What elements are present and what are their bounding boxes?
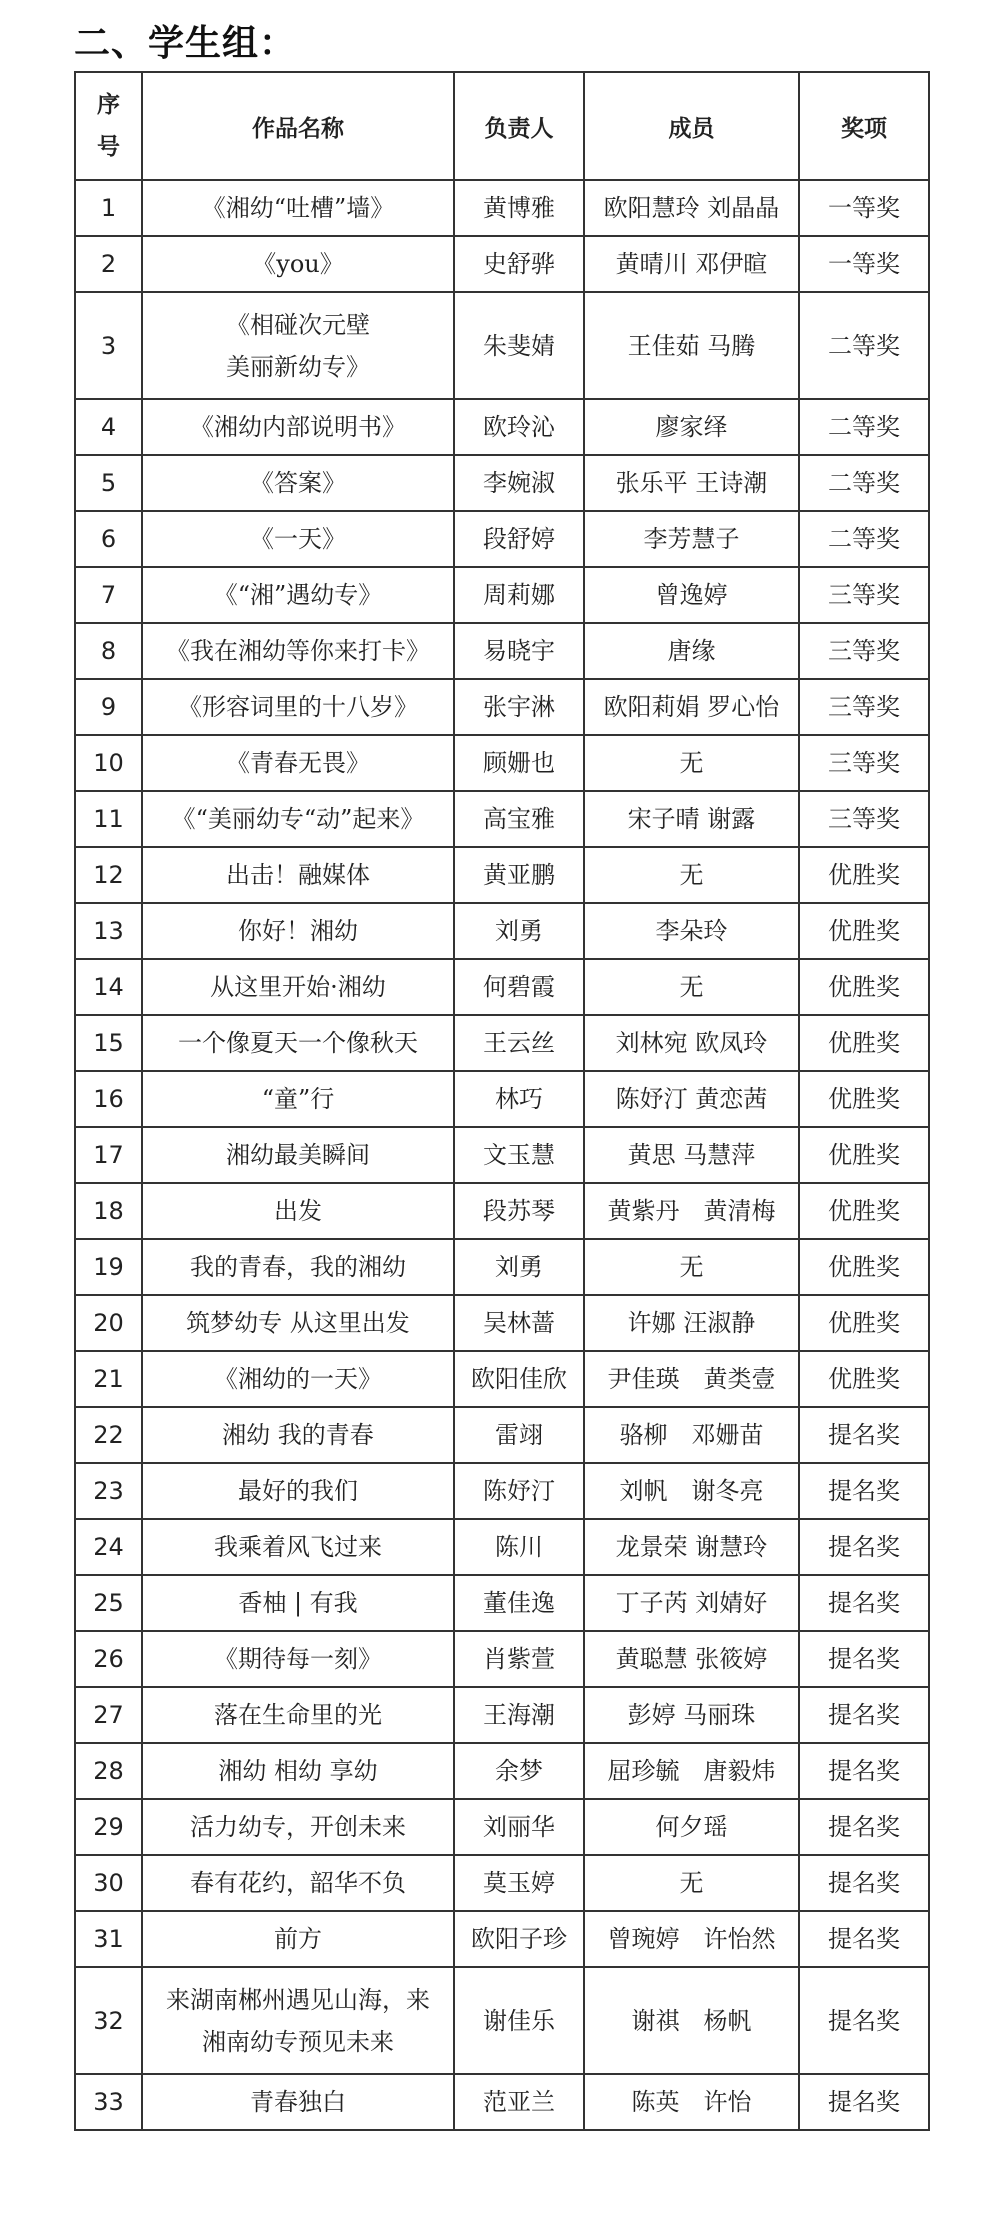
cell-seq: 4 bbox=[75, 399, 142, 455]
cell-lead: 周莉娜 bbox=[454, 567, 584, 623]
cell-members: 廖家绎 bbox=[584, 399, 799, 455]
cell-award: 三等奖 bbox=[799, 623, 929, 679]
cell-title-line1: 来湖南郴州遇见山海，来 bbox=[166, 1985, 430, 2014]
cell-award: 优胜奖 bbox=[799, 1351, 929, 1407]
cell-seq: 8 bbox=[75, 623, 142, 679]
cell-award: 二等奖 bbox=[799, 399, 929, 455]
cell-title: 落在生命里的光 bbox=[142, 1687, 454, 1743]
cell-members: 欧阳莉娟 罗心怡 bbox=[584, 679, 799, 735]
cell-members: 丁子芮 刘婧好 bbox=[584, 1575, 799, 1631]
cell-title: 前方 bbox=[142, 1911, 454, 1967]
cell-lead: 刘勇 bbox=[454, 1239, 584, 1295]
cell-seq: 23 bbox=[75, 1463, 142, 1519]
cell-seq: 31 bbox=[75, 1911, 142, 1967]
cell-seq: 7 bbox=[75, 567, 142, 623]
cell-seq: 9 bbox=[75, 679, 142, 735]
table-row bbox=[75, 1407, 929, 1463]
cell-award: 一等奖 bbox=[799, 180, 929, 236]
header-title: 作品名称 bbox=[142, 72, 454, 180]
cell-lead: 谢佳乐 bbox=[454, 1967, 584, 2074]
table-row bbox=[75, 1295, 929, 1351]
cell-award: 优胜奖 bbox=[799, 1127, 929, 1183]
cell-title: 从这里开始·湘幼 bbox=[142, 959, 454, 1015]
table-row bbox=[75, 399, 929, 455]
cell-award: 提名奖 bbox=[799, 1855, 929, 1911]
table-row bbox=[75, 903, 929, 959]
cell-award: 提名奖 bbox=[799, 1911, 929, 1967]
cell-title: 《答案》 bbox=[142, 455, 454, 511]
header-lead: 负责人 bbox=[454, 72, 584, 180]
cell-lead: 史舒骅 bbox=[454, 236, 584, 292]
cell-lead: 段舒婷 bbox=[454, 511, 584, 567]
header-seq bbox=[75, 72, 142, 180]
cell-title-line2: 湘南幼专预见未来 bbox=[202, 2027, 394, 2056]
cell-award: 提名奖 bbox=[799, 1743, 929, 1799]
cell-lead: 肖紫萱 bbox=[454, 1631, 584, 1687]
cell-lead: 余梦 bbox=[454, 1743, 584, 1799]
cell-members: 王佳茹 马腾 bbox=[584, 292, 799, 399]
cell-lead: 王海潮 bbox=[454, 1687, 584, 1743]
cell-title: 出击！融媒体 bbox=[142, 847, 454, 903]
cell-members: 彭婷 马丽珠 bbox=[584, 1687, 799, 1743]
cell-members: 无 bbox=[584, 847, 799, 903]
header-award: 奖项 bbox=[799, 72, 929, 180]
cell-lead: 莫玉婷 bbox=[454, 1855, 584, 1911]
cell-title: 我的青春，我的湘幼 bbox=[142, 1239, 454, 1295]
cell-members: 龙景荣 谢慧玲 bbox=[584, 1519, 799, 1575]
table-row bbox=[75, 1519, 929, 1575]
cell-award: 优胜奖 bbox=[799, 1183, 929, 1239]
cell-lead: 欧阳子珍 bbox=[454, 1911, 584, 1967]
table-row bbox=[75, 735, 929, 791]
cell-members: 陈妤汀 黄恋茜 bbox=[584, 1071, 799, 1127]
cell-title: 一个像夏天一个像秋天 bbox=[142, 1015, 454, 1071]
table-row bbox=[75, 847, 929, 903]
cell-award: 提名奖 bbox=[799, 1519, 929, 1575]
cell-lead: 刘勇 bbox=[454, 903, 584, 959]
cell-title: 活力幼专，开创未来 bbox=[142, 1799, 454, 1855]
cell-title: 湘幼 相幼 享幼 bbox=[142, 1743, 454, 1799]
cell-title bbox=[142, 292, 454, 399]
cell-title bbox=[142, 1967, 454, 2074]
cell-lead: 陈川 bbox=[454, 1519, 584, 1575]
table-row bbox=[75, 679, 929, 735]
cell-award: 提名奖 bbox=[799, 1799, 929, 1855]
table-row bbox=[75, 1015, 929, 1071]
header-members: 成员 bbox=[584, 72, 799, 180]
cell-members: 尹佳瑛 黄类壹 bbox=[584, 1351, 799, 1407]
cell-title: 《湘幼“吐槽”墙》 bbox=[142, 180, 454, 236]
cell-award: 提名奖 bbox=[799, 1463, 929, 1519]
cell-seq: 29 bbox=[75, 1799, 142, 1855]
cell-seq: 24 bbox=[75, 1519, 142, 1575]
table-row bbox=[75, 1855, 929, 1911]
table-row bbox=[75, 1071, 929, 1127]
cell-seq: 19 bbox=[75, 1239, 142, 1295]
cell-award: 优胜奖 bbox=[799, 1071, 929, 1127]
cell-members: 无 bbox=[584, 1239, 799, 1295]
cell-lead: 吴林蔷 bbox=[454, 1295, 584, 1351]
cell-title: 《湘幼内部说明书》 bbox=[142, 399, 454, 455]
table-row bbox=[75, 1743, 929, 1799]
table-body bbox=[75, 180, 929, 2130]
cell-lead: 张宇淋 bbox=[454, 679, 584, 735]
cell-title: “童”行 bbox=[142, 1071, 454, 1127]
cell-award: 优胜奖 bbox=[799, 903, 929, 959]
cell-title: 《青春无畏》 bbox=[142, 735, 454, 791]
cell-members: 刘林宛 欧凤玲 bbox=[584, 1015, 799, 1071]
cell-award: 提名奖 bbox=[799, 1967, 929, 2074]
cell-members: 许娜 汪淑静 bbox=[584, 1295, 799, 1351]
table-row bbox=[75, 1463, 929, 1519]
cell-title-line2: 美丽新幼专》 bbox=[226, 352, 370, 381]
cell-seq: 20 bbox=[75, 1295, 142, 1351]
cell-members: 骆柳 邓姗苗 bbox=[584, 1407, 799, 1463]
cell-seq: 16 bbox=[75, 1071, 142, 1127]
table-row bbox=[75, 1239, 929, 1295]
cell-title: 湘幼 我的青春 bbox=[142, 1407, 454, 1463]
cell-award: 优胜奖 bbox=[799, 959, 929, 1015]
cell-members: 欧阳慧玲 刘晶晶 bbox=[584, 180, 799, 236]
cell-lead: 顾姗也 bbox=[454, 735, 584, 791]
cell-seq: 2 bbox=[75, 236, 142, 292]
cell-seq: 12 bbox=[75, 847, 142, 903]
cell-award: 提名奖 bbox=[799, 1687, 929, 1743]
cell-lead: 王云丝 bbox=[454, 1015, 584, 1071]
cell-members: 李芳慧子 bbox=[584, 511, 799, 567]
table-row bbox=[75, 1911, 929, 1967]
cell-seq: 11 bbox=[75, 791, 142, 847]
table-row bbox=[75, 1967, 929, 2074]
cell-award: 提名奖 bbox=[799, 2074, 929, 2130]
table-row bbox=[75, 236, 929, 292]
table-row bbox=[75, 511, 929, 567]
table-row bbox=[75, 1183, 929, 1239]
cell-seq: 3 bbox=[75, 292, 142, 399]
cell-award: 三等奖 bbox=[799, 735, 929, 791]
cell-award: 优胜奖 bbox=[799, 1015, 929, 1071]
table-row bbox=[75, 2074, 929, 2130]
cell-lead: 黄亚鹏 bbox=[454, 847, 584, 903]
table-row bbox=[75, 567, 929, 623]
cell-award: 二等奖 bbox=[799, 455, 929, 511]
cell-members: 黄思 马慧萍 bbox=[584, 1127, 799, 1183]
cell-members: 李朵玲 bbox=[584, 903, 799, 959]
cell-seq: 5 bbox=[75, 455, 142, 511]
cell-members: 曾逸婷 bbox=[584, 567, 799, 623]
cell-award: 提名奖 bbox=[799, 1631, 929, 1687]
cell-seq: 32 bbox=[75, 1967, 142, 2074]
table-row bbox=[75, 1575, 929, 1631]
cell-members: 张乐平 王诗潮 bbox=[584, 455, 799, 511]
cell-title: 《“美丽幼专“动”起来》 bbox=[142, 791, 454, 847]
cell-lead: 刘丽华 bbox=[454, 1799, 584, 1855]
cell-seq: 30 bbox=[75, 1855, 142, 1911]
cell-members: 无 bbox=[584, 959, 799, 1015]
cell-seq: 10 bbox=[75, 735, 142, 791]
cell-seq: 26 bbox=[75, 1631, 142, 1687]
cell-title: 《期待每一刻》 bbox=[142, 1631, 454, 1687]
cell-members: 无 bbox=[584, 735, 799, 791]
cell-seq: 6 bbox=[75, 511, 142, 567]
cell-title: 你好！湘幼 bbox=[142, 903, 454, 959]
cell-title: 青春独白 bbox=[142, 2074, 454, 2130]
cell-award: 二等奖 bbox=[799, 292, 929, 399]
cell-members: 曾琬婷 许怡然 bbox=[584, 1911, 799, 1967]
cell-lead: 朱斐婧 bbox=[454, 292, 584, 399]
table-row bbox=[75, 1631, 929, 1687]
cell-award: 提名奖 bbox=[799, 1407, 929, 1463]
cell-seq: 17 bbox=[75, 1127, 142, 1183]
cell-title: 我乘着风飞过来 bbox=[142, 1519, 454, 1575]
cell-lead: 段苏琴 bbox=[454, 1183, 584, 1239]
cell-lead: 陈妤汀 bbox=[454, 1463, 584, 1519]
cell-members: 屈珍毓 唐毅炜 bbox=[584, 1743, 799, 1799]
cell-title: 香柚 | 有我 bbox=[142, 1575, 454, 1631]
table-header-row bbox=[75, 72, 929, 180]
table-row bbox=[75, 292, 929, 399]
cell-lead: 欧阳佳欣 bbox=[454, 1351, 584, 1407]
cell-award: 三等奖 bbox=[799, 791, 929, 847]
cell-title: 《“湘”遇幼专》 bbox=[142, 567, 454, 623]
section-title: 二、学生组： bbox=[74, 23, 297, 64]
cell-award: 提名奖 bbox=[799, 1575, 929, 1631]
cell-lead: 欧玲沁 bbox=[454, 399, 584, 455]
cell-award: 三等奖 bbox=[799, 679, 929, 735]
cell-members: 何夕瑶 bbox=[584, 1799, 799, 1855]
cell-award: 一等奖 bbox=[799, 236, 929, 292]
cell-title: 《湘幼的一天》 bbox=[142, 1351, 454, 1407]
table-row bbox=[75, 791, 929, 847]
cell-seq: 1 bbox=[75, 180, 142, 236]
cell-lead: 文玉慧 bbox=[454, 1127, 584, 1183]
cell-award: 优胜奖 bbox=[799, 1239, 929, 1295]
cell-members: 无 bbox=[584, 1855, 799, 1911]
cell-award: 三等奖 bbox=[799, 567, 929, 623]
cell-seq: 14 bbox=[75, 959, 142, 1015]
cell-lead: 高宝雅 bbox=[454, 791, 584, 847]
cell-lead: 雷翊 bbox=[454, 1407, 584, 1463]
cell-lead: 易晓宇 bbox=[454, 623, 584, 679]
cell-lead: 范亚兰 bbox=[454, 2074, 584, 2130]
header-seq-line1: 序 bbox=[97, 92, 120, 118]
cell-members: 黄聪慧 张筱婷 bbox=[584, 1631, 799, 1687]
cell-lead: 董佳逸 bbox=[454, 1575, 584, 1631]
cell-title: 《一天》 bbox=[142, 511, 454, 567]
cell-title-line1: 《相碰次元壁 bbox=[226, 310, 370, 339]
cell-title: 《形容词里的十八岁》 bbox=[142, 679, 454, 735]
cell-members: 宋子晴 谢露 bbox=[584, 791, 799, 847]
cell-seq: 15 bbox=[75, 1015, 142, 1071]
cell-title: 春有花约，韶华不负 bbox=[142, 1855, 454, 1911]
cell-members: 陈英 许怡 bbox=[584, 2074, 799, 2130]
table-row bbox=[75, 455, 929, 511]
cell-members: 谢祺 杨帆 bbox=[584, 1967, 799, 2074]
cell-title: 湘幼最美瞬间 bbox=[142, 1127, 454, 1183]
cell-lead: 林巧 bbox=[454, 1071, 584, 1127]
cell-title: 出发 bbox=[142, 1183, 454, 1239]
cell-seq: 28 bbox=[75, 1743, 142, 1799]
cell-members: 黄紫丹 黄清梅 bbox=[584, 1183, 799, 1239]
table-row bbox=[75, 959, 929, 1015]
cell-award: 二等奖 bbox=[799, 511, 929, 567]
cell-seq: 13 bbox=[75, 903, 142, 959]
table-row bbox=[75, 180, 929, 236]
cell-members: 刘帆 谢冬亮 bbox=[584, 1463, 799, 1519]
cell-seq: 22 bbox=[75, 1407, 142, 1463]
cell-title: 《我在湘幼等你来打卡》 bbox=[142, 623, 454, 679]
table-row bbox=[75, 1351, 929, 1407]
awards-table bbox=[74, 71, 930, 2131]
cell-award: 优胜奖 bbox=[799, 1295, 929, 1351]
cell-title: 《you》 bbox=[142, 236, 454, 292]
cell-seq: 21 bbox=[75, 1351, 142, 1407]
cell-seq: 25 bbox=[75, 1575, 142, 1631]
cell-seq: 18 bbox=[75, 1183, 142, 1239]
cell-award: 优胜奖 bbox=[799, 847, 929, 903]
header-seq-line2: 号 bbox=[97, 134, 120, 160]
table-row bbox=[75, 1127, 929, 1183]
cell-members: 唐缘 bbox=[584, 623, 799, 679]
cell-seq: 33 bbox=[75, 2074, 142, 2130]
cell-members: 黄晴川 邓伊暄 bbox=[584, 236, 799, 292]
table-row bbox=[75, 1687, 929, 1743]
cell-title: 筑梦幼专 从这里出发 bbox=[142, 1295, 454, 1351]
cell-lead: 何碧霞 bbox=[454, 959, 584, 1015]
cell-lead: 李婉淑 bbox=[454, 455, 584, 511]
table-row bbox=[75, 1799, 929, 1855]
cell-lead: 黄博雅 bbox=[454, 180, 584, 236]
cell-title: 最好的我们 bbox=[142, 1463, 454, 1519]
cell-seq: 27 bbox=[75, 1687, 142, 1743]
table-row bbox=[75, 623, 929, 679]
